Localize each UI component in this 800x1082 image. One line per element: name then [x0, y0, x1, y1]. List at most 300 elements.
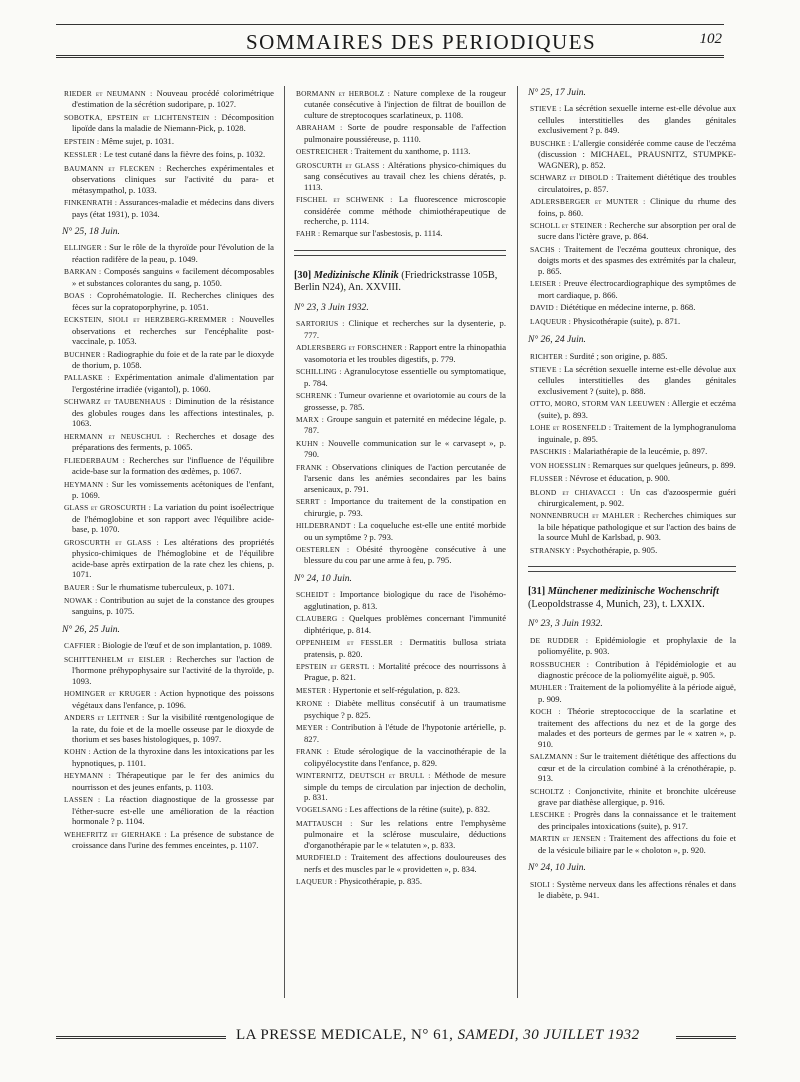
article-entry	[62, 372, 274, 394]
entry-title: Sur le traitement diététique des affections du cœur et de la circulation combiné à la crénothérapie, p. 913.	[538, 751, 736, 784]
entry-authors: FLIEDERBAUM :	[64, 455, 125, 465]
article-entry	[528, 446, 736, 457]
entry-title: Contribution au sujet de la constance des groupes sanguins, p. 1075.	[72, 595, 275, 617]
entry-list	[62, 88, 274, 219]
article-entry	[528, 809, 736, 831]
entry-list	[294, 88, 506, 240]
entry-title: Epidémiologie et prophylaxie de la poliomyélite, p. 903.	[538, 634, 737, 657]
entry-title: Recherches expérimentales et observations cliniques sur l'activité du para- et métasympathol, p. 1033.	[72, 162, 274, 195]
entry-authors: VOGELSANG :	[296, 805, 348, 815]
entry-title: Décomposition lipoïde dans la maladie de Niemann-Pick, p. 1028.	[72, 111, 274, 134]
page-title: SOMMAIRES DES PERIODIQUES	[246, 30, 597, 54]
issue-heading: N° 25, 17 Juin.	[528, 87, 586, 98]
entry-title: Importance du traitement de la constipation en chirurgie, p. 793.	[304, 496, 507, 518]
entry-authors: SCHITTENHELM et EISLER :	[64, 654, 172, 664]
entry-list	[528, 635, 736, 856]
article-entry	[294, 722, 506, 744]
footer-rule-right	[676, 1036, 736, 1039]
entry-title: La présence de substance de croissance dans l'urine des femmes enceintes, p. 1107.	[72, 828, 274, 851]
entry-authors: ADLERSBERGER et MUNTER :	[530, 197, 646, 207]
header-rule-bottom	[56, 55, 724, 58]
article-entry	[294, 122, 506, 144]
entry-title: Sur le rhumatisme tuberculeux, p. 1071.	[94, 581, 235, 592]
entry-authors: LASSEN :	[64, 795, 101, 805]
entry-authors: LESCHKE :	[530, 810, 571, 820]
entry-title: Traitement du xanthome, p. 1113.	[352, 146, 471, 157]
entry-authors: MARX :	[296, 414, 325, 424]
article-entry	[528, 278, 736, 300]
article-entry	[294, 194, 506, 226]
entry-authors: BOAS :	[64, 291, 92, 301]
article-entry	[528, 103, 736, 135]
entry-authors: SALZMANN :	[530, 752, 578, 762]
entry-title: Névrose et éducation, p. 900.	[567, 473, 670, 484]
entry-title: L'allergie considérée comme cause de l'eczéma (discussion : MICHAEL, PRAUSNITZ, STUMPKE-WAGNER), p. 852.	[538, 137, 736, 170]
article-entry	[528, 220, 736, 242]
column-divider	[517, 86, 518, 998]
article-entry	[528, 706, 736, 749]
article-entry	[528, 510, 736, 542]
entry-title: Thérapeutique par le fer des animics du nourrisson et des jeunes enfants, p. 1103.	[72, 770, 274, 792]
entry-title: Observations cliniques de l'action percutanée de l'arsenic dans les anémies secondaires par les bains arsenicaux, p. 791.	[304, 461, 506, 494]
footer-date: SAMEDI, 30 JUILLET 1932	[457, 1027, 640, 1043]
article-entry	[62, 502, 274, 534]
entry-list	[528, 351, 736, 557]
entry-title: Recherches sur l'influence de l'équilibre acide-base sur la formation des œdèmes, p. 1067.	[72, 454, 274, 477]
journal-details: (Leopoldstrasse 4, Munich, 23), t. LXXIX.	[528, 598, 705, 610]
entry-title: Même sujet, p. 1031.	[99, 135, 174, 146]
entry-title: Altérations physico-chimiques du sang consécutives au travail chez les chiens dératés, p. 1113.	[304, 159, 507, 192]
entry-title: Physicothérapie (suite), p. 871.	[571, 315, 681, 326]
article-entry	[528, 422, 736, 444]
entry-authors: STRANSKY :	[530, 545, 575, 555]
article-entry	[294, 589, 506, 611]
entry-title: Traitement de l'eczéma goutteux chronique, des doigts morts et des spasmes des extrémités par la chaleur, p. 865.	[538, 243, 736, 276]
entry-title: Théorie streptococcique de la scarlatine et traitement des affections du nez et de la gorge des malades et des porteurs de germes par le « xatren », p. 910.	[538, 706, 736, 749]
journal-name: Münchener medizinische Wochenschrift	[547, 586, 719, 598]
entry-list	[62, 242, 274, 617]
article-entry	[294, 342, 506, 364]
article-entry	[528, 659, 736, 681]
entry-authors: GROSCURTH et GLASS :	[296, 160, 385, 170]
article-entry	[294, 770, 506, 802]
footer-rule-left	[56, 1036, 226, 1039]
entry-title: Système nerveux dans les affections rénales et dans le diabète, p. 941.	[538, 878, 736, 901]
entry-authors: BORMANN et HERBOLZ :	[296, 89, 391, 98]
entry-title: Recherches sur l'action de l'hormone préhypophysaire sur l'activité de la thyroïde, p. 1093.	[72, 653, 274, 686]
article-entry	[528, 316, 736, 327]
issue-heading: N° 25, 18 Juin.	[62, 225, 120, 237]
entry-authors: MESTER :	[296, 685, 331, 695]
article-entry	[528, 751, 736, 783]
entry-title: Traitement diététique des troubles circulatoires, p. 857.	[538, 172, 736, 194]
entry-title: Diététique en médecine interne, p. 868.	[558, 302, 696, 313]
article-entry	[528, 879, 736, 901]
entry-authors: HEYMANN :	[64, 479, 109, 489]
entry-authors: MEYER :	[296, 723, 329, 733]
entry-authors: ADLERSBERG et FORSCHNER :	[296, 343, 407, 353]
article-entry	[294, 160, 506, 192]
issue-heading: N° 23, 3 Juin 1932.	[294, 301, 369, 313]
entry-authors: EPSTEIN et GERSTL :	[296, 662, 375, 672]
article-entry	[62, 746, 274, 768]
entry-title: Agranulocytose essentielle ou symptomatique, p. 784.	[304, 366, 506, 388]
entry-authors: BUSCHKE :	[530, 138, 571, 148]
entry-authors: KUHN :	[296, 438, 325, 448]
article-entry	[528, 351, 736, 362]
header-rule-top	[56, 24, 724, 25]
article-entry	[62, 163, 274, 195]
entry-authors: HEYMANN :	[64, 771, 112, 781]
entry-title: Les altérations des propriétés physico-chimiques de l'hémoglobine et de l'équilibre acide-base après extirpation de la rate chez les chiens, p. 1071.	[72, 536, 274, 580]
entry-authors: KOCH :	[530, 707, 561, 717]
article-entry	[528, 244, 736, 276]
entry-authors: FRANK :	[296, 747, 330, 757]
article-entry	[528, 364, 736, 396]
entry-authors: VON HOESSLIN :	[530, 460, 591, 470]
journal-number: [31]	[528, 586, 546, 598]
article-entry	[294, 366, 506, 388]
entry-list	[294, 589, 506, 887]
entry-list	[528, 879, 736, 901]
article-entry	[294, 318, 506, 340]
issue-heading: N° 24, 10 Juin.	[294, 572, 352, 584]
article-entry	[294, 876, 506, 887]
article-entry	[528, 138, 736, 170]
entry-authors: SCHEIDT :	[296, 590, 336, 600]
entry-authors: ANDERS et LEITNER :	[64, 713, 145, 723]
issue-heading: N° 26, 24 Juin.	[528, 334, 586, 346]
entry-title: Conjonctivite, rhinite et bronchite ulcéreuse grave par diathèse allergique, p. 916.	[538, 785, 736, 808]
article-entry	[62, 479, 274, 501]
issue-heading: N° 24, 10 Juin.	[528, 862, 586, 874]
entry-authors: SCHRENK :	[296, 391, 337, 401]
page-header	[56, 28, 724, 58]
article-entry	[528, 460, 736, 471]
entry-authors: ELLINGER :	[64, 243, 107, 253]
entry-authors: BLOND et CHIAVACCI :	[530, 487, 624, 497]
article-entry	[62, 314, 274, 346]
entry-title: Les affections de la rétine (suite), p. 832.	[347, 804, 491, 815]
entry-title: Radiographie du foie et de la rate par le dioxyde de thorium, p. 1058.	[72, 348, 274, 370]
entry-authors: GROSCURTH et GLASS :	[64, 537, 159, 547]
article-entry	[294, 637, 506, 659]
journal-details: (Friedrickstrasse 105B, Berlin N24), An. XXVIII.	[294, 269, 498, 294]
section-separator	[294, 255, 506, 256]
entry-title: Diminution de la résistance des globules rouges dans les affections intestinales, p. 1063.	[72, 396, 274, 429]
column-3	[528, 88, 736, 903]
entry-title: Recherches chimiques sur la bile hépatique pathologique et sur l'action des bains de la source Muhl de Karlsbad, p. 903.	[538, 510, 736, 543]
entry-title: Quelques problèmes concernant l'immunité diphtérique, p. 814.	[304, 613, 507, 635]
article-entry	[294, 544, 506, 566]
article-entry	[62, 88, 274, 110]
article-entry	[528, 635, 736, 657]
entry-authors: PALLASKE :	[64, 373, 110, 383]
article-entry	[294, 661, 506, 683]
entry-authors: OTTO, MORO, STORM VAN LEEUWEN :	[530, 399, 670, 409]
article-entry	[528, 473, 736, 484]
entry-title: Expérimentation animale d'alimentation par l'ergostérine irradiée (vigantol), p. 1060.	[72, 372, 275, 394]
entry-title: Coprohématologie. II. Recherches cliniques des fèces sur la copratoporphyrine, p. 1051.	[72, 290, 275, 312]
column-2	[294, 88, 506, 890]
entry-title: Psychothérapie, p. 905.	[574, 544, 658, 555]
entry-authors: ECKSTEIN, SIOLI et HERZBERG-KREMMER :	[64, 315, 235, 325]
article-entry	[62, 829, 274, 851]
issue-heading: N° 26, 25 Juin.	[62, 623, 120, 635]
entry-authors: BAUER :	[64, 582, 95, 592]
entry-authors: LAQUEUR :	[296, 877, 338, 887]
entry-authors: FINKENRATH :	[64, 198, 118, 208]
section-separator	[294, 250, 506, 251]
entry-title: Sur le rôle de la thyroïde pour l'évolution de la réaction radifère de la peau, p. 1049.	[72, 242, 274, 264]
entry-authors: SOBOTKA, EPSTEIN et LICHTENSTEIN :	[64, 112, 217, 122]
article-entry	[294, 414, 506, 436]
entry-title: Etude sérologique de la vaccinothérapie de la colipyélocystite dans l'enfance, p. 829.	[304, 746, 507, 768]
article-entry	[294, 390, 506, 412]
entry-authors: DE RUDDER :	[530, 635, 589, 645]
entry-authors: BAUMANN et FLECKEN :	[64, 163, 162, 173]
entry-title: Groupe sanguin et paternité en médecine légale, p. 787.	[304, 413, 506, 436]
article-entry	[294, 438, 506, 460]
article-entry	[62, 794, 274, 826]
entry-title: Malariathérapie de la leucémie, p. 897.	[570, 446, 708, 457]
entry-title: La réaction diagnostique de la grossesse par l'éther-sucre est-elle une amélioration de la réaction hormonale ? p. 1104.	[72, 794, 274, 827]
entry-list	[294, 318, 506, 566]
entry-authors: HERMANN et NEUSCHUL :	[64, 431, 170, 441]
article-entry	[294, 146, 506, 157]
entry-authors: KESSLER :	[64, 150, 102, 160]
article-entry	[528, 398, 736, 420]
article-entry	[294, 804, 506, 815]
entry-authors: CAFFIER :	[64, 641, 101, 651]
entry-authors: HOMINGER et KRUGER :	[64, 689, 157, 699]
entry-title: Nouveau procédé colorimétrique d'estimation de la sécrétion sudoripare, p. 1027.	[72, 88, 274, 110]
article-entry	[528, 172, 736, 194]
entry-title: Clinique et recherches sur la dysenterie, p. 777.	[304, 318, 506, 340]
entry-authors: RICHTER :	[530, 351, 568, 361]
entry-title: La sécrétion sexuelle interne est-elle dévolue aux cellules interstitielles des glandes génitales exclusivement ? p. 849.	[538, 103, 736, 136]
article-entry	[62, 266, 274, 288]
entry-authors: OPPENHEIM et FESSLER :	[296, 638, 403, 648]
article-entry	[294, 852, 506, 874]
entry-title: Contribution à l'épidémiologie et au diagnostic précoce de la poliomyélite aiguë, p. 905.	[538, 658, 736, 681]
entry-authors: CLAUBERG :	[296, 614, 345, 624]
article-entry	[62, 197, 274, 219]
journal-name: Medizinische Klinik	[313, 269, 399, 281]
entry-title: Un cas d'azoospermie guéri chirurgicalement, p. 902.	[538, 486, 736, 508]
entry-title: Assurances-maladie et médecins dans divers pays (état 1931), p. 1034.	[72, 197, 274, 219]
entry-title: Traitement de la lymphogranuloma inguinale, p. 895.	[538, 422, 736, 444]
entry-authors: LEISER :	[530, 279, 562, 289]
entry-authors: SCHWARZ et DIBOLD :	[530, 173, 614, 183]
entry-authors: PASCHKIS :	[530, 447, 571, 457]
entry-title: Physicothérapie, p. 835.	[337, 876, 422, 887]
entry-authors: SERRT :	[296, 497, 327, 507]
article-entry	[62, 290, 274, 312]
entry-authors: WEHEFRITZ et GIERHAKE :	[64, 829, 167, 839]
article-entry	[62, 654, 274, 686]
entry-authors: STIEVE :	[530, 364, 562, 374]
entry-title: Biologie de l'œuf et de son implantation, p. 1089.	[100, 640, 273, 651]
article-entry	[294, 818, 506, 850]
entry-title: Traitement de la poliomyélite à la période aiguë, p. 909.	[538, 682, 736, 704]
article-entry	[62, 712, 274, 744]
entry-title: Nouvelles observations et recherches sur l'encéphalite post-vaccinale, p. 1053.	[72, 314, 274, 347]
entry-authors: LAQUEUR :	[530, 316, 572, 326]
entry-authors: RIEDER et NEUMANN :	[64, 89, 153, 98]
entry-authors: WINTERNITZ, DEUTSCH et BRULL :	[296, 771, 431, 781]
entry-authors: NOWAK :	[64, 596, 98, 606]
entry-authors: FRANK :	[296, 462, 329, 472]
entry-title: Remarques sur quelques jeûneurs, p. 899.	[590, 459, 736, 470]
article-entry	[294, 520, 506, 542]
article-entry	[294, 698, 506, 720]
entry-authors: DAVID :	[530, 303, 559, 313]
entry-authors: FISCHEL et SCHWENK :	[296, 195, 393, 205]
section-separator	[528, 571, 736, 572]
page-footer	[56, 1025, 736, 1047]
article-entry	[62, 136, 274, 147]
entry-title: Sorte de poudre responsable de l'affection pulmonaire poussiéreuse, p. 1110.	[304, 122, 506, 144]
issue-heading: N° 23, 3 Juin 1932.	[528, 618, 603, 630]
entry-title: Sur les vomissements acétoniques de l'enfant, p. 1069.	[72, 478, 274, 500]
entry-title: Clinique du rhume des foins, p. 860.	[538, 196, 736, 218]
entry-authors: SCHWARZ et TAUBENHAUS :	[64, 397, 172, 407]
article-entry	[294, 496, 506, 518]
entry-title: Mortalité précoce des nourrissons à Prague, p. 821.	[304, 661, 506, 683]
entry-title: Action hypnotique des poissons végétaux dans l'enfance, p. 1096.	[72, 688, 274, 710]
entry-title: La variation du point isoélectrique de l'hémoglobine et son rapport avec l'équilibre acide-base, p. 1070.	[72, 502, 274, 535]
entry-authors: OESTERLEN :	[296, 544, 350, 554]
entry-title: Surdité ; son origine, p. 885.	[567, 350, 668, 361]
entry-title: Remarque sur l'asbestosis, p. 1114.	[320, 228, 443, 239]
entry-title: Recherches et dosage des préparations des ferments, p. 1065.	[72, 430, 274, 453]
entry-title: Allergie et eczéma (suite), p. 893.	[538, 398, 736, 420]
entry-authors: KRONE :	[296, 699, 330, 709]
entry-authors: ROSSBUCHER :	[530, 659, 589, 669]
article-entry	[62, 537, 274, 580]
entry-title: La sécrétion sexuelle interne est-elle dévolue aux cellules interstitielles des glandes génitales exclusivement ? (suite), p. 888.	[538, 363, 736, 396]
article-entry	[528, 545, 736, 556]
article-entry	[62, 349, 274, 371]
entry-authors: STIEVE :	[530, 104, 562, 114]
entry-authors: FAHR :	[296, 229, 321, 239]
journal-heading	[528, 586, 736, 611]
entry-authors: ABRAHAM :	[296, 123, 343, 133]
entry-title: La coqueluche est-elle une entité morbide ou un symptôme ? p. 793.	[304, 520, 506, 542]
entry-authors: LOHE et ROSENFELD :	[530, 423, 612, 433]
entry-authors: MUHLER :	[530, 683, 567, 693]
entry-title: Traitement des affections du foie et de la vésicule biliaire par le « choloton », p. 920.	[538, 833, 737, 855]
entry-authors: SIOLI :	[530, 879, 555, 889]
article-entry	[528, 302, 736, 313]
footer-journal: LA PRESSE MEDICALE,	[236, 1027, 407, 1043]
entry-authors: BUCHNER :	[64, 349, 106, 359]
entry-title: Composés sanguins « facilement décomposables » et substances colorantes du sang, p. 1050.	[72, 266, 274, 288]
article-entry	[528, 196, 736, 218]
entry-authors: SCHILLING :	[296, 367, 342, 377]
entry-title: Le test cutané dans la fièvre des foins, p. 1032.	[101, 149, 266, 160]
entry-title: Nature complexe de la rougeur cutanée consécutive à l'injection de filtrat de bouillon de culture de streptocoques scarlatineux, p. 1108.	[304, 88, 506, 120]
column-1	[62, 88, 274, 853]
entry-title: Dermatitis bullosa striata pratensis, p. 820.	[304, 637, 506, 659]
article-entry	[62, 455, 274, 477]
entry-title: La fluorescence microscopie considérée comme méthode chimiothérapeutique de recherche, p. 1114.	[304, 194, 506, 226]
entry-authors: SCHOLL et STEINER :	[530, 220, 607, 230]
entry-list	[62, 640, 274, 850]
article-entry	[62, 431, 274, 453]
entry-authors: FLUSSER :	[530, 474, 568, 484]
article-entry	[62, 112, 274, 134]
article-entry	[294, 228, 506, 239]
article-entry	[62, 242, 274, 264]
entry-authors: SACHS :	[530, 244, 561, 254]
entry-authors: SCHOLTZ :	[530, 786, 571, 796]
entry-authors: GLASS et GROSCURTH :	[64, 503, 151, 513]
journal-number: [30]	[294, 269, 312, 281]
article-entry	[62, 640, 274, 651]
entry-authors: OESTREICHER :	[296, 147, 353, 157]
entry-title: Progrès dans la connaissance et le traitement des principales intoxications (suite), p. 917.	[538, 809, 736, 831]
entry-title: Tumeur ovarienne et ovariotomie au cours de la grossesse, p. 785.	[304, 390, 506, 412]
entry-title: Contribution à l'étude de l'hypotonie artérielle, p. 827.	[304, 722, 506, 744]
footer-number: N° 61,	[411, 1027, 454, 1043]
footer-text	[236, 1027, 640, 1044]
article-entry	[294, 88, 506, 120]
article-entry	[528, 682, 736, 704]
article-entry	[62, 149, 274, 160]
entry-title: Nouvelle communication sur le « carvasept », p. 790.	[304, 437, 506, 460]
entry-title: Obésité thyroogène consécutive à une blessure du cou par une arme à feu, p. 795.	[304, 543, 506, 566]
article-entry	[294, 613, 506, 635]
article-entry	[294, 685, 506, 696]
section-separator	[528, 566, 736, 567]
entry-title: Méthode de mesure simple du temps de circulation par injection de decholin, p. 831.	[304, 770, 506, 803]
entry-authors: KOHN :	[64, 747, 91, 757]
article-entry	[62, 396, 274, 428]
entry-authors: SARTORIUS :	[296, 319, 345, 329]
entry-title: Action de la thyroxine dans les intoxications par les hypnotiques, p. 1101.	[72, 746, 275, 768]
entry-title: Preuve électrocardiographique des symptômes de mort cardiaque, p. 866.	[538, 278, 736, 300]
article-entry	[62, 582, 274, 593]
article-entry	[528, 487, 736, 509]
entry-title: Diabète mellitus consécutif à un traumatisme psychique ? p. 825.	[304, 698, 506, 720]
article-entry	[62, 770, 274, 792]
entry-title: Traitement des affections douloureuses des nerfs et des muscles par le « providetten », p. 834.	[304, 852, 507, 874]
entry-list	[528, 103, 736, 327]
article-entry	[528, 786, 736, 808]
entry-title: Rapport entre la rhinopathia vasomotoria et les troubles digestifs, p. 779.	[304, 342, 507, 364]
column-divider	[284, 86, 285, 998]
article-entry	[294, 462, 506, 494]
entry-authors: HILDEBRANDT :	[296, 521, 356, 531]
entry-authors: NONNENBRUCH et MAHLER :	[530, 511, 641, 521]
journal-heading	[294, 270, 506, 295]
entry-title: Sur les relations entre l'emphysème pulmonaire et la sclérose musculaire, déductions d'organothérapie par le « telatuten », p. 833.	[304, 817, 506, 850]
entry-title: Sur la visibilité rœntgenologique de la rate, du foie et de la moelle osseuse par le dioxyde de thorium et ses bases histologiques, p. 1097.	[72, 712, 274, 745]
entry-authors: MARTIN et JENSEN :	[530, 834, 606, 844]
article-entry	[528, 833, 736, 855]
entry-authors: MATTAUSCH :	[296, 818, 353, 828]
article-entry	[62, 688, 274, 710]
entry-authors: EPSTEIN :	[64, 136, 100, 146]
entry-title: Hypertonie et self-régulation, p. 823.	[330, 684, 461, 695]
entry-title: Importance biologique du race de l'isohémo-agglutination, p. 813.	[304, 589, 506, 611]
article-entry	[294, 746, 506, 768]
entry-authors: BARKAN :	[64, 267, 102, 277]
page-number: 102	[699, 31, 722, 47]
article-entry	[62, 595, 274, 617]
